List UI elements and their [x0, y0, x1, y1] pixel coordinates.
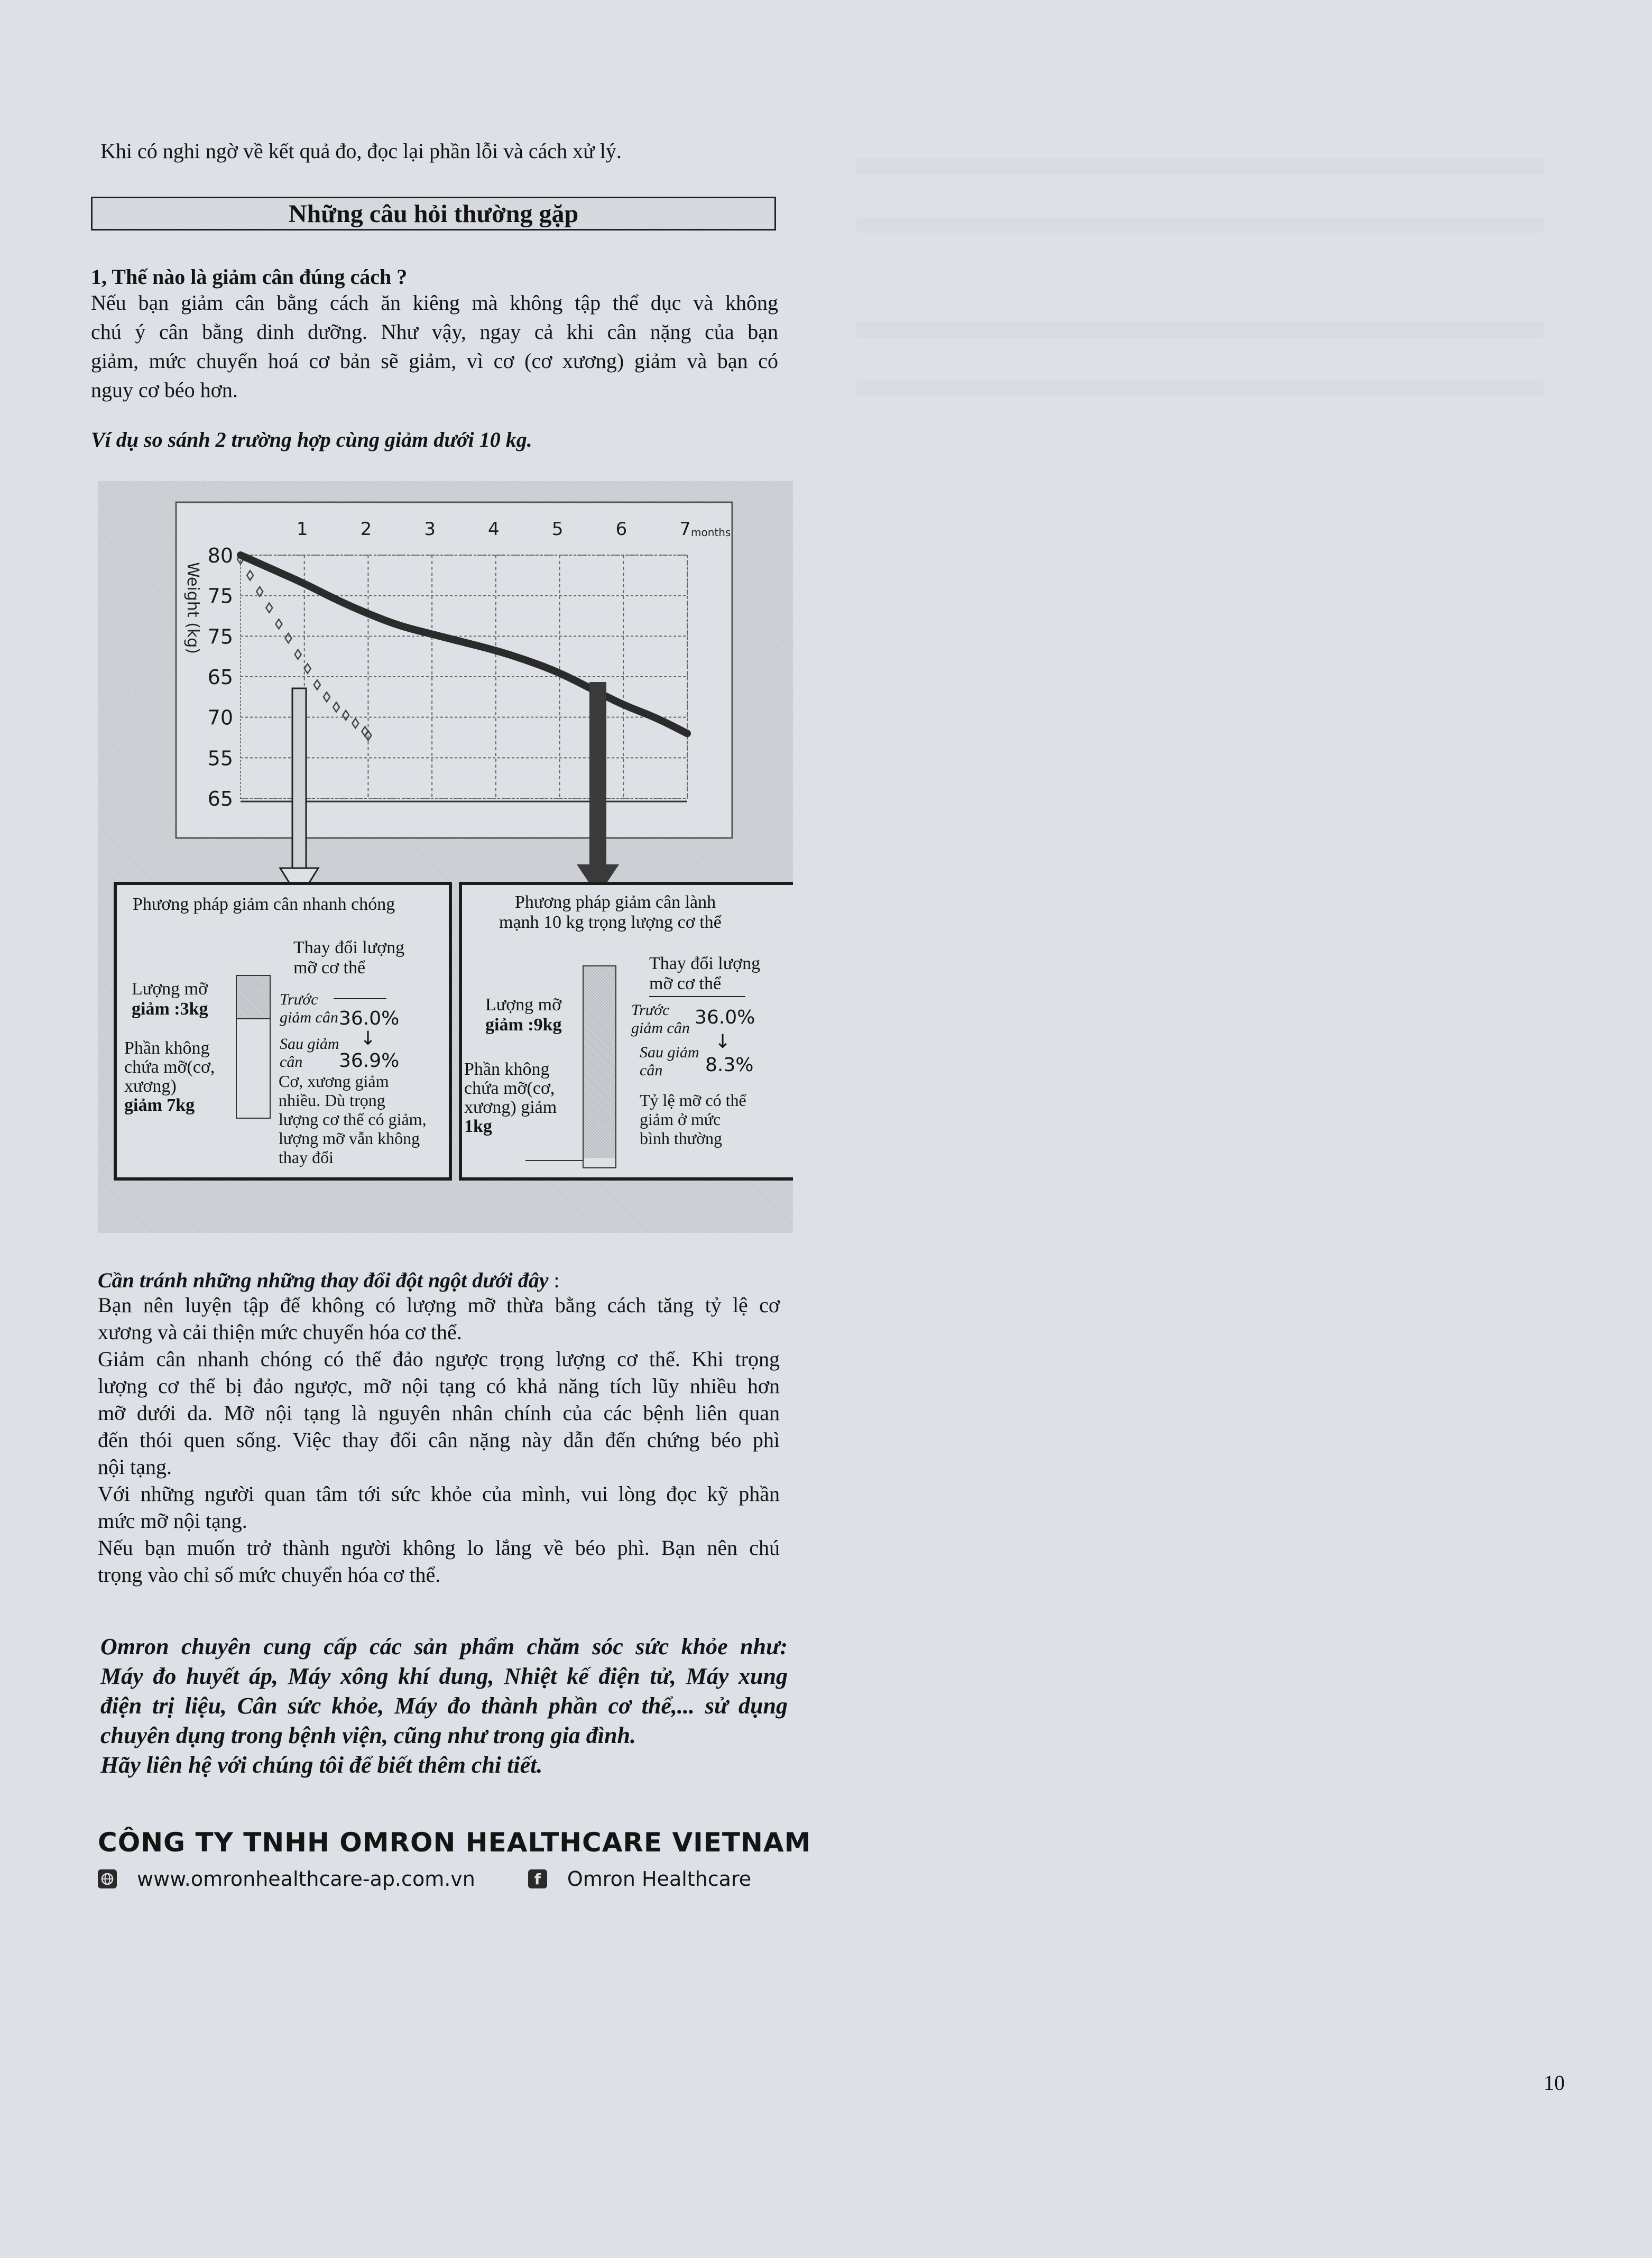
y-tick-label: 75: [207, 584, 233, 608]
bleed-through: [856, 159, 1544, 174]
answer-line: chú ý cân bằng dinh dưỡng. Như vậy, ngay cả khi cân nặng của bạn: [91, 320, 778, 344]
fast-after-value: 36.9%: [339, 1050, 400, 1072]
avoid-line: mức mỡ nội tạng.: [98, 1509, 247, 1533]
fast-note-5: thay đổi: [279, 1148, 334, 1167]
healthy-nonfat-4: 1kg: [464, 1117, 492, 1136]
healthy-note-1: Tỷ lệ mỡ có thể: [640, 1091, 746, 1110]
example-caption: Ví dụ so sánh 2 trường hợp cùng giảm dưới 10 kg.: [91, 428, 532, 451]
healthy-note-2: giảm ở mức: [640, 1110, 721, 1129]
method-healthy-title-2: mạnh 10 kg trọng lượng cơ thể: [499, 913, 722, 932]
y-axis-label: Weight (kg): [183, 562, 202, 654]
healthy-down-arrow-icon: ↓: [715, 1031, 731, 1053]
fast-nonfat-bar: [236, 1018, 271, 1119]
fast-divider: [334, 998, 386, 999]
fast-nonfat-3: xương): [124, 1076, 177, 1096]
avoid-line: Bạn nên luyện tập để không có lượng mỡ thừa bằng cách tăng tỷ lệ cơ: [98, 1293, 780, 1317]
healthy-before-1: Trước: [631, 1001, 670, 1019]
healthy-change-title-1: Thay đổi lượng: [649, 954, 761, 973]
x-tick-label: 3: [424, 519, 436, 540]
y-tick-label: 65: [207, 787, 233, 810]
avoid-title-text: Cần tránh những những thay đổi đột ngột dưới đây: [98, 1268, 549, 1292]
healthy-fat-label-1: Lượng mỡ: [485, 995, 562, 1015]
fast-fat-label-2: giảm :3kg: [132, 999, 208, 1019]
avoid-line: nội tạng.: [98, 1455, 172, 1479]
fast-after-2: cân: [280, 1053, 303, 1071]
bleed-through: [856, 381, 1544, 397]
fast-fat-bar: [236, 975, 271, 1019]
omron-line: điện trị liệu, Cân sức khỏe, Máy đo thành phần cơ thể,... sử dụng: [100, 1693, 788, 1719]
fast-down-arrow-icon: ↓: [360, 1028, 376, 1049]
healthy-divider: [649, 996, 745, 997]
x-tick-label: 2: [360, 519, 372, 540]
avoid-line: trọng vào chỉ số mức chuyển hóa cơ thể.: [98, 1563, 441, 1587]
fast-nonfat-4: giảm 7kg: [124, 1095, 195, 1115]
question-1: 1, Thế nào là giảm cân đúng cách ?: [91, 265, 408, 289]
y-tick-label: 70: [207, 706, 233, 730]
healthy-before-value: 36.0%: [695, 1007, 755, 1028]
x-unit-label: months: [691, 526, 731, 539]
answer-1: [91, 288, 778, 404]
x-tick-label: 7: [679, 519, 691, 540]
healthy-after-1: Sau giảm: [640, 1044, 699, 1061]
bleed-through: [856, 217, 1544, 233]
y-tick-label: 55: [207, 746, 233, 770]
website-link[interactable]: www.omronhealthcare-ap.com.vn: [137, 1867, 475, 1891]
avoid-title: [98, 1268, 560, 1293]
x-tick-label: 5: [551, 519, 564, 540]
method-fast-box: [114, 882, 452, 1181]
x-tick-label: 6: [615, 519, 627, 540]
facebook-icon: f: [528, 1869, 547, 1888]
fast-after-1: Sau giảm: [280, 1035, 339, 1053]
answer-line: nguy cơ béo hơn.: [91, 378, 238, 402]
fast-before-value: 36.0%: [339, 1008, 400, 1029]
bleed-through: [856, 322, 1544, 338]
healthy-nonfat-leader: [525, 1160, 584, 1161]
healthy-before-2: giảm cân: [631, 1019, 690, 1037]
answer-line: giảm, mức chuyển hoá cơ bản sẽ giảm, vì cơ (cơ xương) giảm và bạn có: [91, 349, 778, 373]
omron-line: Máy đo huyết áp, Máy xông khí dung, Nhiệt kế điện tử, Máy xung: [100, 1663, 788, 1689]
x-tick-label: 1: [296, 519, 308, 540]
fast-change-title-1: Thay đổi lượng: [293, 938, 405, 957]
facebook-link[interactable]: Omron Healthcare: [567, 1867, 752, 1891]
section-heading: Những câu hỏi thường gặp: [288, 199, 579, 228]
contact-line: [98, 1867, 751, 1891]
method-healthy-box: [459, 882, 793, 1181]
fast-change-title-2: mỡ cơ thể: [293, 958, 366, 978]
page-number: 10: [1544, 2071, 1565, 2095]
healthy-after-2: cân: [640, 1062, 663, 1079]
fast-note-1: Cơ, xương giảm: [279, 1072, 389, 1091]
y-tick-label: 80: [207, 544, 233, 567]
fast-before-2: giảm cân: [280, 1009, 338, 1026]
omron-line: Hãy liên hệ với chúng tôi để biết thêm chi tiết.: [100, 1752, 543, 1778]
globe-icon: [98, 1869, 117, 1888]
avoid-line: Nếu bạn muốn trở thành người không lo lắng về béo phì. Bạn nên chú: [98, 1536, 780, 1560]
fast-nonfat-1: Phần không: [124, 1038, 210, 1058]
weight-chart: [98, 481, 793, 883]
fast-note-4: lượng mỡ vẫn không: [279, 1129, 420, 1148]
company-name: CÔNG TY TNHH OMRON HEALTHCARE VIETNAM: [98, 1827, 811, 1858]
healthy-note-3: bình thường: [640, 1129, 723, 1148]
fast-nonfat-2: chứa mỡ(cơ,: [124, 1057, 215, 1077]
answer-line: Nếu bạn giảm cân bằng cách ăn kiêng mà không tập thể dục và không: [91, 291, 778, 315]
omron-products: [100, 1632, 788, 1780]
avoid-line: Giảm cân nhanh chóng có thể đảo ngược trọng lượng cơ thể. Khi trọng: [98, 1347, 780, 1371]
method-fast-title: Phương pháp giảm cân nhanh chóng: [133, 895, 395, 914]
healthy-nonfat-bar: [583, 1158, 616, 1168]
avoid-line: Với những người quan tâm tới sức khỏe của mình, vui lòng đọc kỹ phần: [98, 1482, 780, 1506]
comparison-figure: [98, 481, 793, 1233]
avoid-line: xương và cải thiện mức chuyển hóa cơ thể.: [98, 1320, 462, 1344]
healthy-change-title-2: mỡ cơ thể: [649, 974, 722, 993]
y-tick-label: 75: [207, 625, 233, 649]
avoid-paragraph: [98, 1292, 780, 1588]
avoid-line: mỡ dưới da. Mỡ nội tạng là nguyên nhân chính của các bệnh liên quan: [98, 1401, 780, 1425]
healthy-fat-label-2: giảm :9kg: [485, 1015, 562, 1035]
section-heading-box: [91, 197, 776, 231]
method-healthy-title-1: Phương pháp giảm cân lành: [515, 892, 716, 912]
healthy-fat-bar: [583, 965, 616, 1159]
avoid-line: lượng cơ thể bị đảo ngược, mỡ nội tạng có khả năng tích lũy nhiều hơn: [98, 1374, 780, 1398]
y-tick-label: 65: [207, 666, 233, 689]
healthy-nonfat-1: Phần không: [464, 1059, 550, 1079]
chart-grid: [241, 555, 687, 801]
x-tick-label: 4: [488, 519, 500, 540]
healthy-nonfat-3: xương) giảm: [464, 1098, 557, 1117]
avoid-title-colon: :: [548, 1268, 560, 1292]
fast-note-3: lượng cơ thể có giảm,: [279, 1110, 427, 1129]
omron-line: chuyên dụng trong bệnh viện, cũng như trong gia đình.: [100, 1722, 636, 1748]
fast-fat-label-1: Lượng mỡ: [132, 979, 208, 999]
fast-note-2: nhiều. Dù trọng: [279, 1091, 385, 1110]
avoid-line: đến thói quen sống. Việc thay đổi cân nặng này dẫn đến chứng béo phì: [98, 1428, 780, 1452]
healthy-after-value: 8.3%: [705, 1054, 754, 1076]
healthy-nonfat-2: chứa mỡ(cơ,: [464, 1079, 555, 1098]
omron-line: Omron chuyên cung cấp các sản phẩm chăm sóc sức khỏe như:: [100, 1634, 788, 1660]
fast-before-1: Trước: [280, 991, 318, 1008]
intro-text: Khi có nghi ngờ về kết quả đo, đọc lại phần lỗi và cách xử lý.: [100, 139, 622, 163]
